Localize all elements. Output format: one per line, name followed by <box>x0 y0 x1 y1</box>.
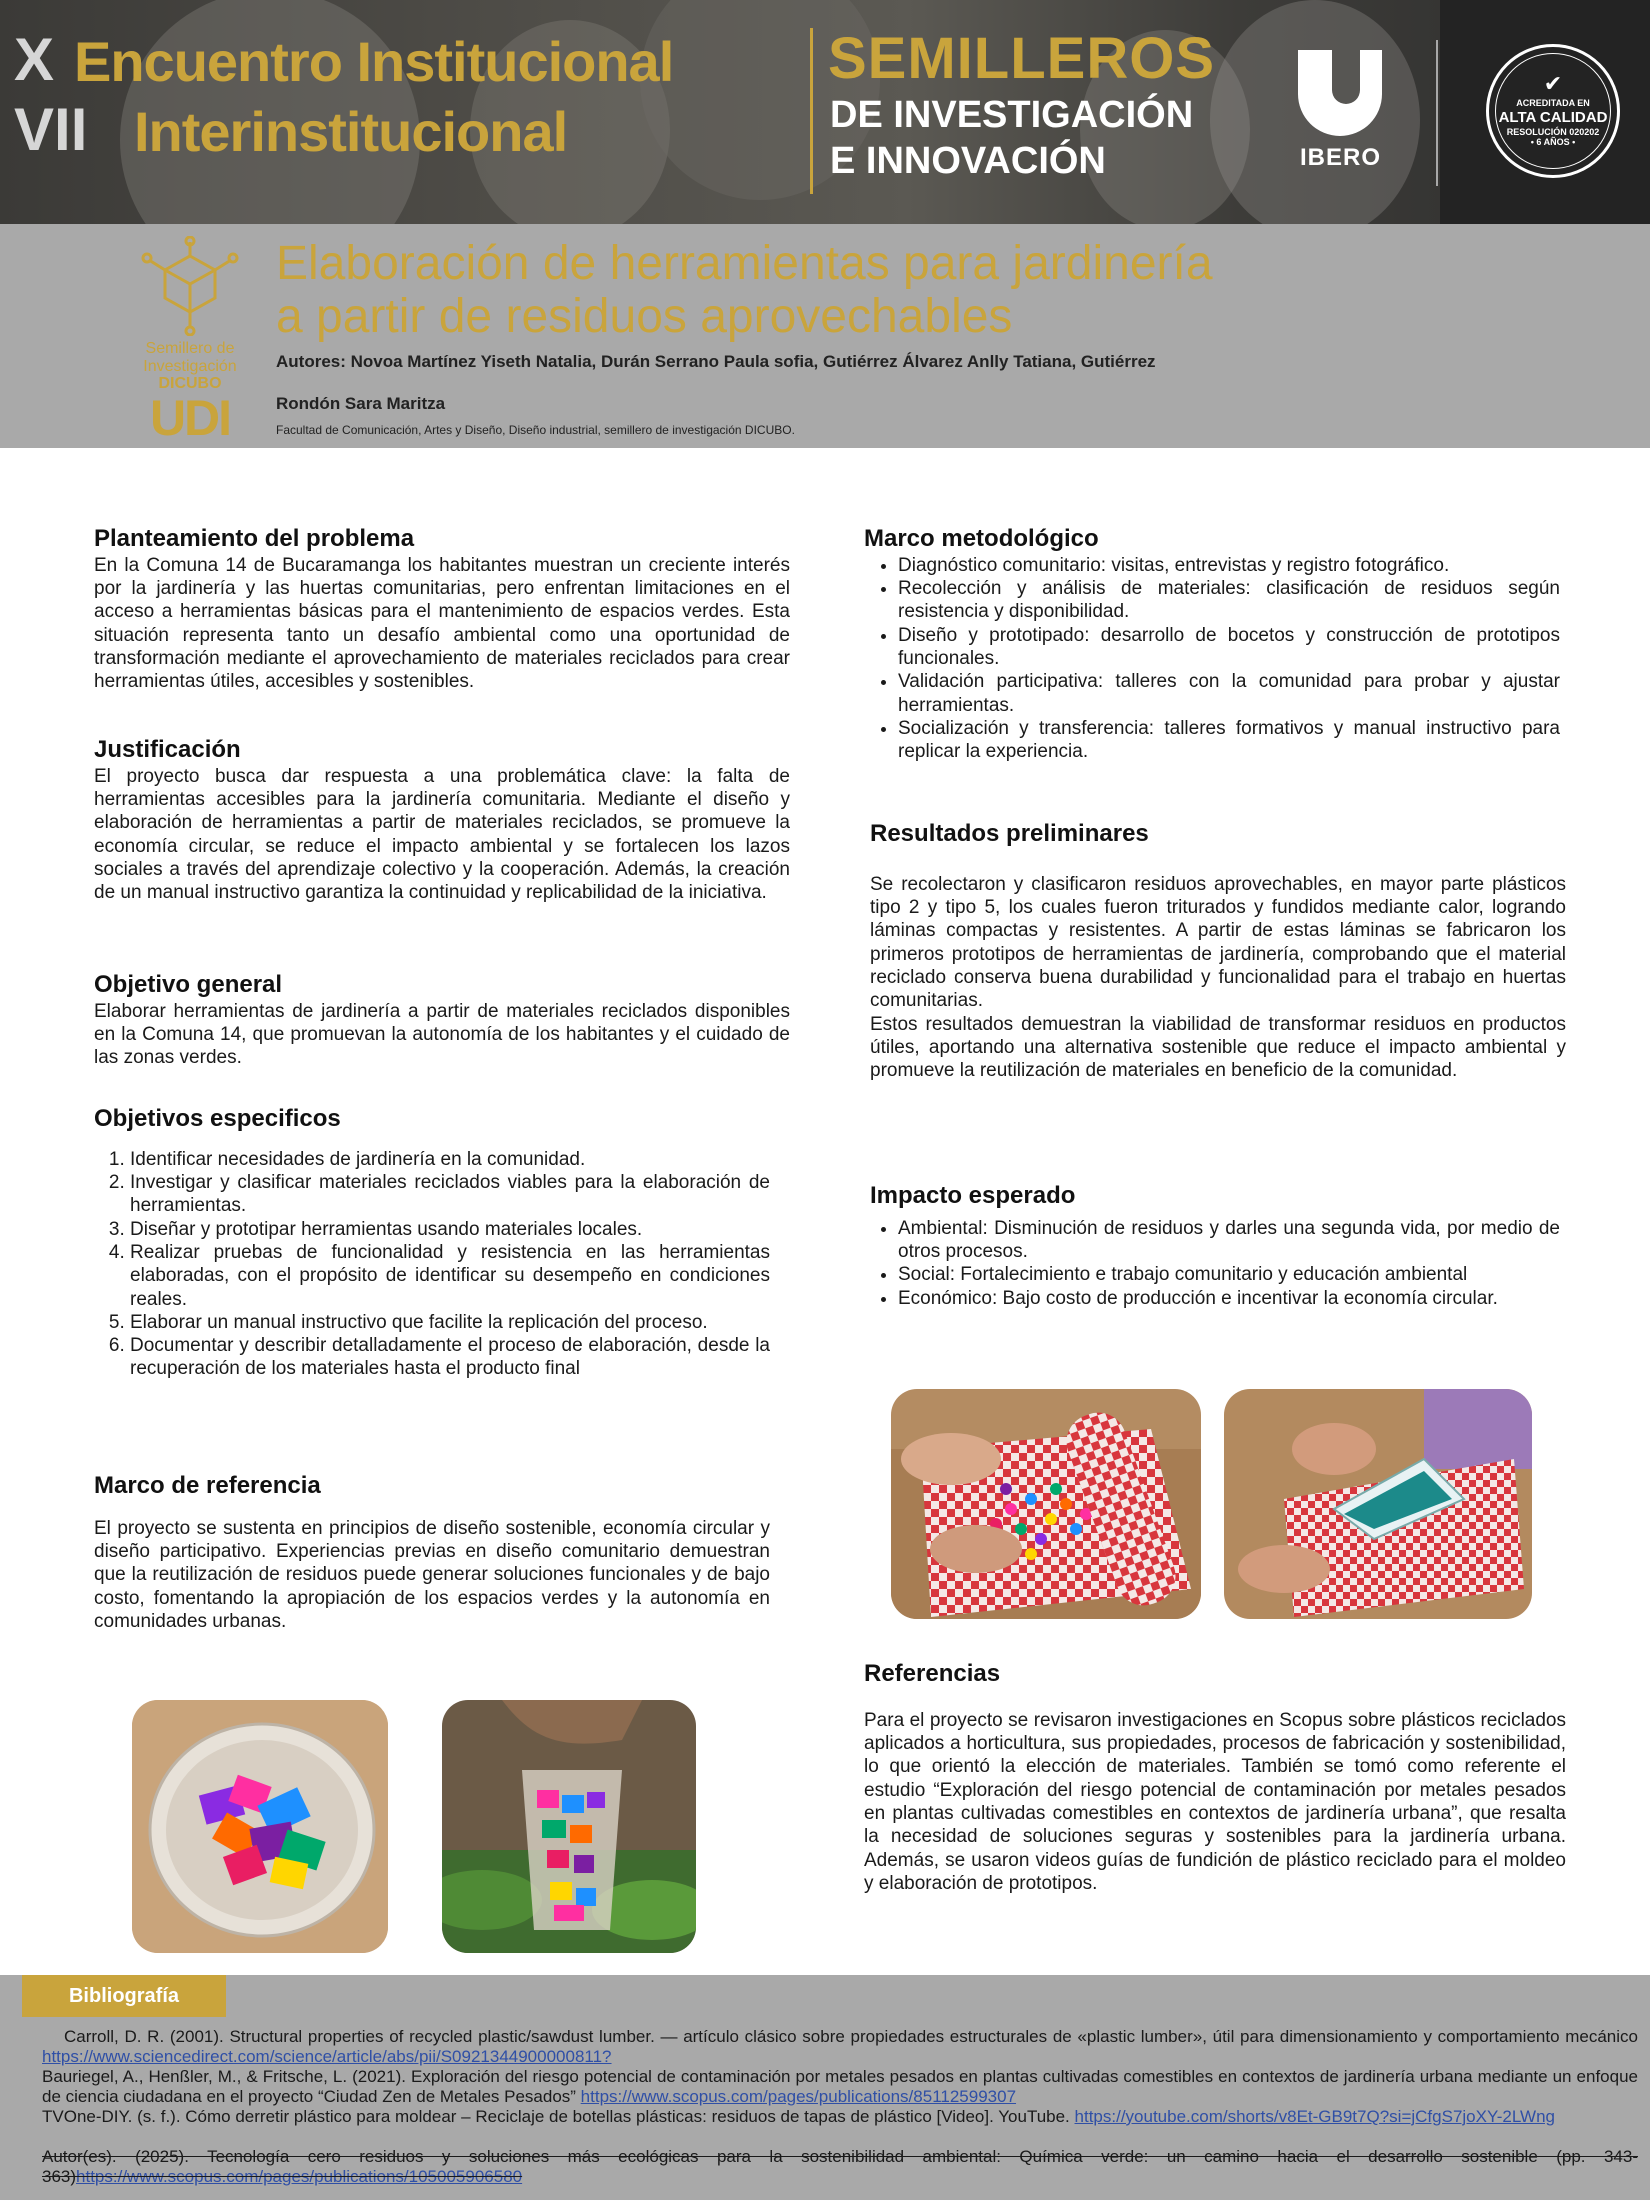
general-objective-section <box>94 971 790 1070</box>
results-text-2: Estos resultados demuestran la viabilidad de transformar residuos en productos útiles, aportando una alternativa sostenible que reduce el impacto ambiental y promueve la reutilización de materiales en beneficio de la comunidad. <box>870 1013 1566 1082</box>
list-item: • Diseño y prototipado: desarrollo de bocetos y construcción de prototipos funcionales. <box>898 624 1560 671</box>
bibliography-entry-text: Autor(es). (2025). Tecnología cero residuos y soluciones más ecológicas para la sostenibilidad ambiental: Química verde: un camino hacia el desarrollo sostenible (pp. 343-363) <box>42 2147 1638 2186</box>
list-item: • Validación participativa: talleres con la comunidad para probar y ajustar herramientas. <box>898 670 1560 717</box>
semilleros-title: SEMILLEROS <box>828 26 1216 91</box>
bibliography-link[interactable]: https://www.scopus.com/pages/publications/85112599307 <box>580 2087 1017 2106</box>
seal-line1: ACREDITADA EN <box>1516 97 1590 108</box>
seal-line4: • 6 AÑOS • <box>1530 137 1576 148</box>
ibero-wordmark: IBERO <box>1300 144 1382 171</box>
bibliography-section <box>0 1975 1650 2200</box>
semillero-logo-line3: DICUBO <box>158 375 222 393</box>
quality-seal <box>1486 44 1620 178</box>
semillero-logo-line2: Investigación <box>143 357 237 375</box>
impact-title: Impacto esperado <box>870 1182 1076 1209</box>
bibliography-entry-text: Carroll, D. R. (2001). Structural properties of recycled plastic/sawdust lumber. — artículo clásico sobre propiedades estructurales de «plastic lumber», útil para dimensionamiento y comportamiento mecánico <box>64 2027 1638 2046</box>
general-objective-title: Objetivo general <box>94 971 283 998</box>
bibliography-title: Bibliografía <box>22 1975 226 2017</box>
poster-title-line2: a partir de residuos aprovechables <box>276 289 1013 343</box>
results-section <box>870 820 1566 1082</box>
general-objective-text: Elaborar herramientas de jardinería a partir de materiales reciclados disponibles en la Comuna 14, que promuevan la autonomía de los habitantes y el cuidado de las zonas verdes. <box>94 1000 790 1069</box>
methodology-list <box>864 554 1560 764</box>
bibliography-link[interactable]: https://www.sciencedirect.com/science/article/abs/pii/S0921344900000811? <box>42 2047 612 2066</box>
semilleros-subtitle-2: E INNOVACIÓN <box>830 140 1106 182</box>
event-banner <box>0 0 1650 224</box>
list-item: • Socialización y transferencia: talleres formativos y manual instructivo para replicar la experiencia. <box>898 717 1560 764</box>
check-icon: ✔ <box>1543 71 1563 97</box>
list-item: • Diagnóstico comunitario: visitas, entrevistas y registro fotográfico. <box>898 554 1560 577</box>
list-item: 4. Realizar pruebas de funcionalidad y resistencia en las herramientas elaboradas, con el propósito de identificar su desempeño en condiciones reales. <box>130 1241 770 1311</box>
semillero-logo <box>126 236 254 446</box>
list-item: • Recolección y análisis de materiales: clasificación de residuos según resistencia y disponibilidad. <box>898 577 1560 624</box>
photo-plastic-cup-top <box>132 1700 388 1953</box>
justification-title: Justificación <box>94 736 241 763</box>
references-text: Para el proyecto se revisaron investigaciones en Scopus sobre plásticos reciclados aplicados a horticultura, sus propiedades, procesos de fabricación y sostenibilidad, lo que orientó la elección de materiales. También se tomó como referente el estudio “Exploración del riesgo potencial de contaminación por metales pesados en plantas cultivadas comestibles en contextos de jardinería urbana”, que resalta la necesidad de soluciones seguras y sostenibles para la jardinería urbana. Además, se usaron videos guías de fundición de plástico reciclado para el moldeo y elaboración de prototipos. <box>864 1709 1566 1894</box>
list-item: 2. Investigar y clasificar materiales reciclados viables para la elaboración de herramientas. <box>130 1171 770 1218</box>
impact-section <box>870 1182 1560 1310</box>
bibliography-entry-text: Bauriegel, A., Henßler, M., & Fritsche, L. (2021). Exploración del riesgo potencial de contaminación por metales pesados en plantas cultivadas comestibles en contextos de jardinería urbana mediante un enfoque de ciencia ciudadana en el proyecto “Ciudad Zen de Metales Pesados” <box>42 2067 1638 2106</box>
photo-crushed-plastic-sheet <box>891 1389 1201 1619</box>
banner-divider <box>810 28 813 194</box>
references-title: Referencias <box>864 1660 1001 1687</box>
seal-line2: ALTA CALIDAD <box>1498 108 1608 126</box>
methodology-title: Marco metodológico <box>864 525 1099 552</box>
methodology-section <box>864 525 1560 763</box>
justification-section <box>94 736 790 905</box>
banner-divider-2 <box>1436 40 1438 186</box>
semilleros-subtitle-1: DE INVESTIGACIÓN <box>830 94 1194 136</box>
results-title: Resultados preliminares <box>870 820 1149 847</box>
list-item: • Económico: Bajo costo de producción e incentivar la economía circular. <box>898 1287 1560 1310</box>
photo-plastic-cup-hand <box>442 1700 696 1953</box>
list-item: 3. Diseñar y prototipar herramientas usando materiales locales. <box>130 1218 770 1241</box>
list-item: • Ambiental: Disminución de residuos y darles una segunda vida, por medio de otros procesos. <box>898 1217 1560 1264</box>
semillero-logo-line1: Semillero de <box>145 340 235 357</box>
seal-line3: RESOLUCIÓN 020202 <box>1506 126 1600 137</box>
reference-frame-text: El proyecto se sustenta en principios de diseño sostenible, economía circular y diseño participativo. Experiencias previas en diseño comunitario demuestran que la reutilización de residuos puede generar soluciones funcionales y de bajo costo, fomentando la apropiación de los espacios verdes y la autonomía en comunidades urbanas. <box>94 1517 770 1632</box>
bibliography-entry <box>42 2147 1638 2187</box>
bibliography-entry <box>42 2027 1638 2067</box>
references-section <box>864 1660 1566 1895</box>
authors-line1: Autores: Novoa Martínez Yiseth Natalia, Durán Serrano Paula sofia, Gutiérrez Álvarez Anlly Tatiana, Gutiérrez <box>276 352 1156 371</box>
problem-title: Planteamiento del problema <box>94 525 415 552</box>
network-cube-icon <box>135 236 245 336</box>
reference-frame-section <box>94 1472 770 1633</box>
title-band <box>0 224 1650 448</box>
bibliography-entry <box>42 2067 1638 2107</box>
list-item: • Social: Fortalecimiento e trabajo comunitario y educación ambiental <box>898 1263 1560 1286</box>
semillero-logo-udi: UDI <box>149 389 231 446</box>
specific-objectives-title: Objetivos especificos <box>94 1105 341 1132</box>
justification-text: El proyecto busca dar respuesta a una problemática clave: la falta de herramientas accesibles para la jardinería comunitaria. Mediante el diseño y elaboración de herramientas a partir de materiales reciclados, se promueve la economía circular, se reduce el impacto ambiental y se fortalecen los lazos sociales a través del aprendizaje colectivo y la cooperación. Además, la creación de un manual instructivo garantiza la continuidad y replicabilidad de la iniciativa. <box>94 765 790 904</box>
authors-line2: Rondón Sara Maritza <box>276 394 446 413</box>
list-item: 5. Elaborar un manual instructivo que facilite la replicación del proceso. <box>130 1311 770 1334</box>
event-roman-vii: VII <box>14 96 88 163</box>
problem-section <box>94 525 790 694</box>
event-title-line2: Interinstitucional <box>134 100 568 163</box>
specific-objectives-list <box>94 1148 770 1381</box>
impact-list <box>870 1217 1560 1310</box>
poster-title-line1: Elaboración de herramientas para jardinería <box>276 237 1213 290</box>
list-item: 1. Identificar necesidades de jardinería en la comunidad. <box>130 1148 770 1171</box>
reference-frame-title: Marco de referencia <box>94 1472 321 1499</box>
problem-text: En la Comuna 14 de Bucaramanga los habitantes muestran un creciente interés por la jardinería y las huertas comunitarias, pero enfrentan limitaciones en el acceso a herramientas básicas para el mantenimiento de espacios verdes. Esta situación representa tanto un desafío ambiental como una oportunidad de transformación mediante el aprovechamiento de materiales reciclados para crear herramientas útiles, accesibles y sostenibles. <box>94 554 790 693</box>
specific-objectives-section <box>94 1105 770 1381</box>
event-roman-x: X <box>14 26 55 93</box>
bibliography-link[interactable]: https://www.scopus.com/pages/publications/105005906580 <box>76 2167 523 2186</box>
poster-title <box>276 238 1476 344</box>
event-title-line1: Encuentro Institucional <box>74 30 674 93</box>
results-text-1: Se recolectaron y clasificaron residuos aprovechables, en mayor parte plásticos tipo 2 y tipo 5, los cuales fueron triturados y fundidos mediante calor, logrando láminas compactas y resistentes. A partir de estas láminas se fabricaron los primeros prototipos de herramientas de jardinería, comprobando que el material reciclado conserva buena durabilidad y funcionalidad para el trabajo en huertas comunitarias. <box>870 873 1566 1012</box>
bibliography-link[interactable]: https://youtube.com/shorts/v8Et-GB9t7Q?si=jCfgS7joXY-2LWng <box>1074 2107 1556 2126</box>
list-item: 6. Documentar y describir detalladamente el proceso de elaboración, desde la recuperación de los materiales hasta el producto final <box>130 1334 770 1381</box>
photo-ironing-plastic <box>1224 1389 1532 1619</box>
bibliography-entry <box>42 2107 1638 2127</box>
bibliography-entry-text: TVOne-DIY. (s. f.). Cómo derretir plástico para moldear – Reciclaje de botellas plásticas: residuos de tapas de plástico [Video]. YouTube. <box>42 2107 1075 2126</box>
faculty-line: Facultad de Comunicación, Artes y Diseño, Diseño industrial, semillero de investigación DICUBO. <box>276 423 795 437</box>
